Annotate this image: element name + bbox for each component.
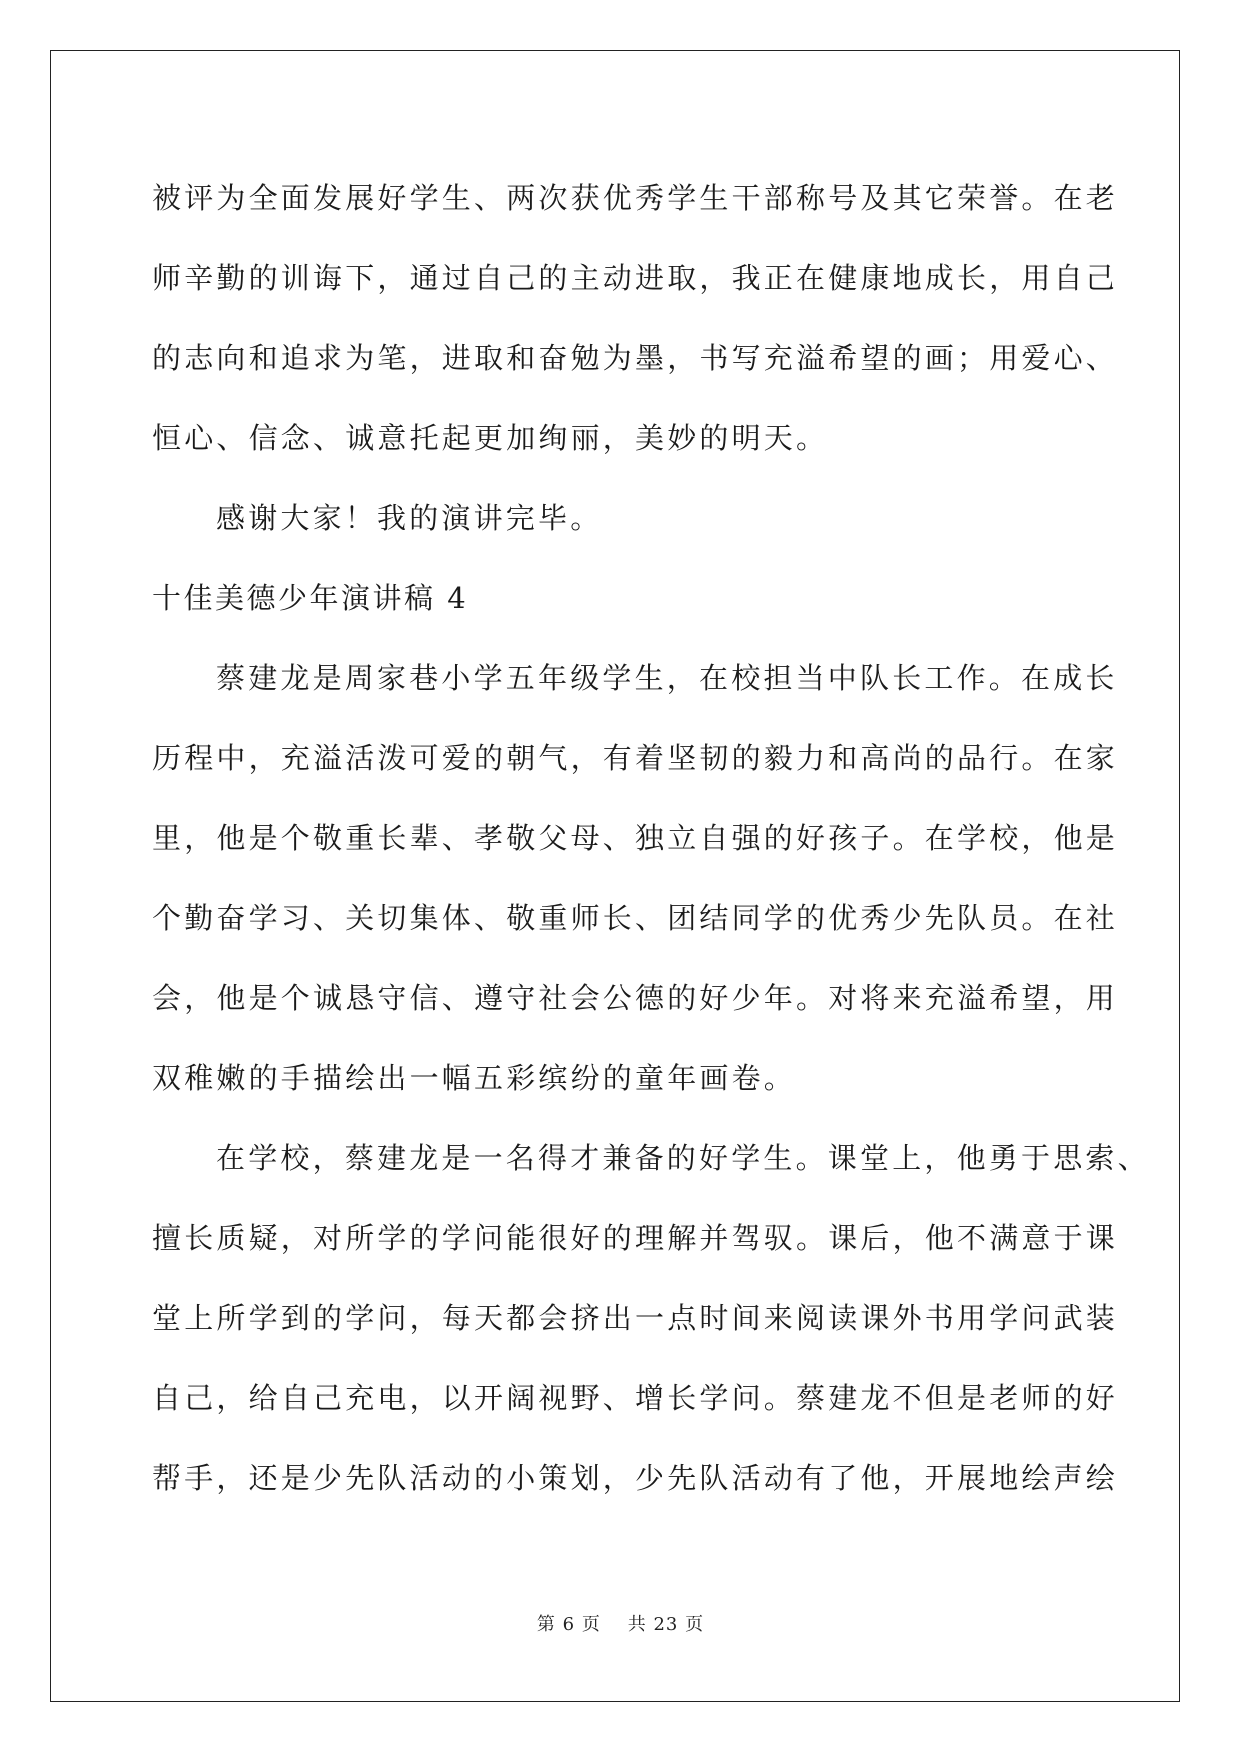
page-number: 第 6 页 [536, 1614, 601, 1635]
body-line: 堂上所学到的学问，每天都会挤出一点时间来阅读课外书用学问武装 [152, 1301, 1119, 1335]
body-line: 的志向和追求为笔，进取和奋勉为墨，书写充溢希望的画；用爱心、 [152, 341, 1119, 375]
body-line: 历程中，充溢活泼可爱的朝气，有着坚韧的毅力和高尚的品行。在家 [152, 741, 1119, 775]
body-line: 个勤奋学习、关切集体、敬重师长、团结同学的优秀少先队员。在社 [152, 901, 1119, 935]
page-footer [0, 1610, 1241, 1636]
body-line: 自己，给自己充电，以开阔视野、增长学问。蔡建龙不但是老师的好 [152, 1381, 1119, 1415]
document-body [152, 158, 1150, 1518]
body-line: 帮手，还是少先队活动的小策划，少先队活动有了他，开展地绘声绘 [152, 1461, 1119, 1495]
body-line: 感谢大家！我的演讲完毕。 [216, 501, 603, 535]
body-line: 被评为全面发展好学生、两次获优秀学生干部称号及其它荣誉。在老 [152, 181, 1119, 215]
body-line: 在学校，蔡建龙是一名得才兼备的好学生。课堂上，他勇于思索、 [216, 1141, 1150, 1175]
body-line: 师辛勤的训诲下，通过自己的主动进取，我正在健康地成长，用自己 [152, 261, 1119, 295]
body-line: 会，他是个诚恳守信、遵守社会公德的好少年。对将来充溢希望，用 [152, 981, 1119, 1015]
total-pages: 共 23 页 [627, 1614, 705, 1635]
body-line: 恒心、信念、诚意托起更加绚丽，美妙的明天。 [152, 421, 829, 455]
body-line: 里，他是个敬重长辈、孝敬父母、独立自强的好孩子。在学校，他是 [152, 821, 1119, 855]
body-line: 擅长质疑，对所学的学问能很好的理解并驾驭。课后，他不满意于课 [152, 1221, 1119, 1255]
body-line: 双稚嫩的手描绘出一幅五彩缤纷的童年画卷。 [152, 1061, 797, 1095]
body-line: 蔡建龙是周家巷小学五年级学生，在校担当中队长工作。在成长 [216, 661, 1118, 695]
section-heading: 十佳美德少年演讲稿 4 [152, 581, 469, 615]
